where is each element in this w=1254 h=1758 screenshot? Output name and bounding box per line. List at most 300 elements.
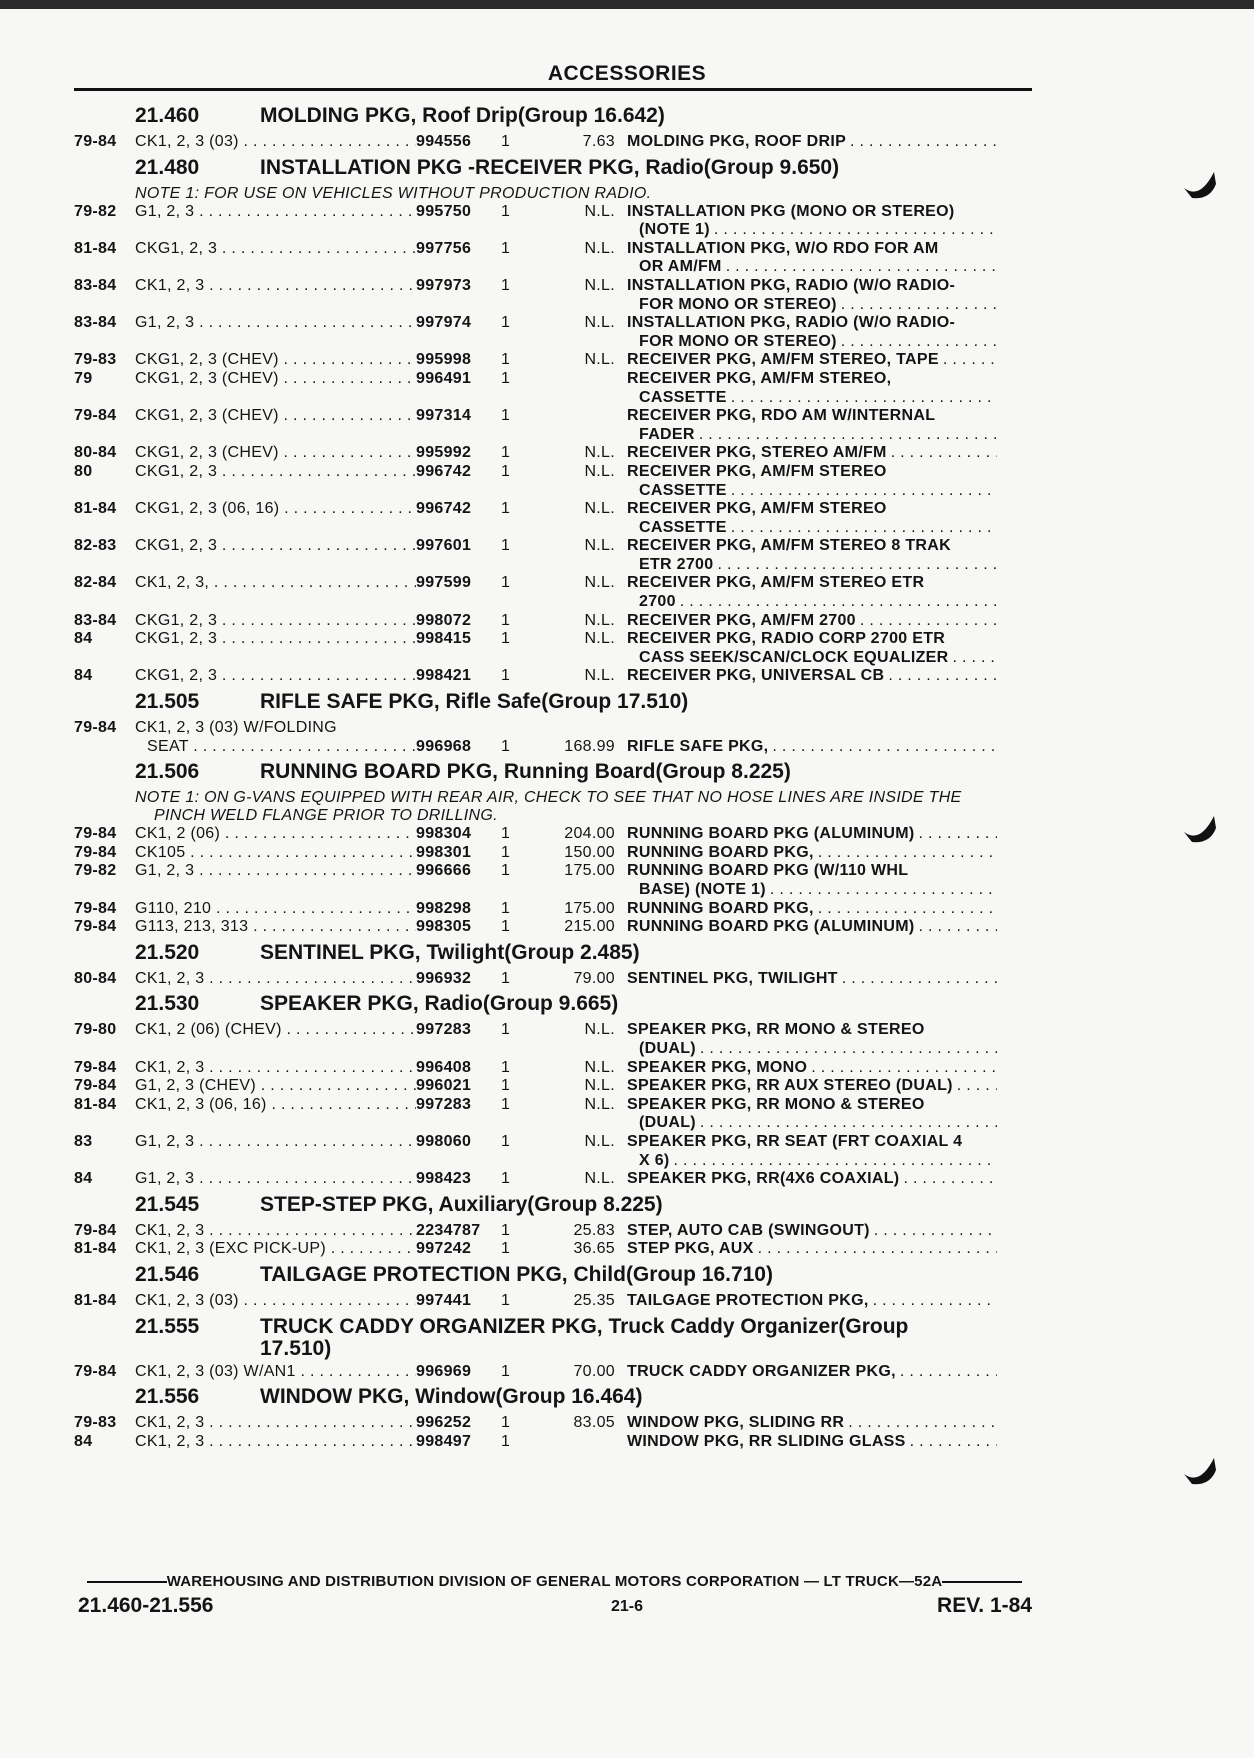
footer-page-number: 21-6: [610, 1598, 644, 1615]
parts-row: [74, 277, 1032, 314]
parts-row: [74, 1222, 1032, 1241]
price: [541, 407, 627, 444]
description-line: STEP, AUTO CAB (SWINGOUT): [627, 1221, 870, 1239]
parts-row: [74, 351, 1032, 370]
section-heading: [74, 1385, 1032, 1414]
description-line: RECEIVER PKG, AM/FM STEREO: [627, 500, 887, 518]
model-application: [135, 1077, 416, 1096]
description-line: RIFLE SAFE PKG,: [627, 737, 769, 755]
price: N.L.: [584, 1021, 615, 1039]
section-title-line: SPEAKER PKG, Radio(Group 9.665): [260, 992, 619, 1016]
description: [627, 825, 997, 844]
section-title-line: STEP-STEP PKG, Auxiliary(Group 8.225): [260, 1192, 663, 1216]
parts-row: [74, 1059, 1032, 1078]
price: N.L.: [584, 537, 615, 555]
part-number: 995750: [416, 202, 472, 220]
description-line: SPEAKER PKG, MONO: [627, 1058, 808, 1076]
description: [627, 1414, 997, 1433]
model-text: CKG1, 2, 3: [135, 239, 218, 257]
model-application: [135, 133, 416, 152]
model-application: [135, 667, 416, 686]
description-line: RECEIVER PKG, RDO AM W/INTERNAL: [627, 407, 936, 425]
model-years: 80: [74, 462, 93, 480]
part-number: 996408: [416, 1058, 472, 1076]
quantity: 1: [501, 314, 511, 332]
description: [627, 719, 997, 756]
description-line: CASSETTE: [639, 481, 727, 499]
section-title: [260, 761, 791, 783]
price: N.L.: [584, 611, 615, 629]
price: N.L.: [584, 667, 615, 685]
section-number: 21.555: [135, 1314, 200, 1338]
section-title-line: SENTINEL PKG, Twilight(Group 2.485): [260, 940, 640, 964]
part-number: 998415: [416, 630, 472, 648]
model-application: [135, 1240, 416, 1259]
part-number: 996932: [416, 969, 472, 987]
parts-row: [74, 918, 1032, 937]
quantity: 1: [501, 1221, 511, 1239]
model-text: CK1, 2, 3: [135, 969, 205, 987]
price: 70.00: [573, 1362, 615, 1380]
model-years: 79-83: [74, 1414, 117, 1432]
part-number: 998423: [416, 1170, 472, 1188]
part-number: 998060: [416, 1132, 472, 1150]
part-number: 997973: [416, 276, 472, 294]
description-line: ETR 2700: [639, 555, 714, 573]
model-text: G1, 2, 3: [135, 1170, 195, 1188]
model-years: 79-84: [74, 719, 117, 737]
model-years: 83: [74, 1132, 93, 1150]
model-years: 79-84: [74, 843, 117, 861]
description: [627, 1096, 997, 1133]
description: [627, 900, 997, 919]
description-line: RECEIVER PKG, AM/FM 2700: [627, 611, 856, 629]
model-years: 84: [74, 630, 93, 648]
description: [627, 630, 997, 667]
model-text: CK1, 2, 3 (03) W/FOLDING: [135, 719, 337, 737]
quantity: 1: [501, 1240, 511, 1258]
section-title-line: TRUCK CADDY ORGANIZER PKG, Truck Caddy Organizer(Group: [260, 1314, 909, 1338]
model-text: CK1, 2, 3: [135, 1058, 205, 1076]
part-number: 997283: [416, 1095, 472, 1113]
description: [627, 574, 997, 611]
parts-row: [74, 862, 1032, 899]
parts-row: [74, 1170, 1032, 1189]
model-text: CK1, 2, 3 (03): [135, 1291, 239, 1309]
description-line: SPEAKER PKG, RR MONO & STEREO: [627, 1021, 925, 1039]
quantity: 1: [501, 1291, 511, 1309]
part-number: 996021: [416, 1077, 472, 1095]
section-number: 21.556: [135, 1385, 200, 1409]
price: 168.99: [564, 737, 615, 755]
part-number: 998305: [416, 918, 472, 936]
quantity: 1: [501, 574, 511, 592]
section-title-line: MOLDING PKG, Roof Drip(Group 16.642): [260, 104, 665, 127]
description-line: RECEIVER PKG, AM/FM STEREO: [627, 462, 887, 480]
model-application: [135, 970, 416, 989]
parts-row: [74, 612, 1032, 631]
model-application: [135, 500, 416, 537]
model-application: [135, 1021, 416, 1058]
part-number: 998298: [416, 899, 472, 917]
part-number: 997756: [416, 239, 472, 257]
quantity: 1: [501, 1058, 511, 1076]
section-heading: [74, 104, 1032, 133]
model-text: CKG1, 2, 3 (CHEV): [135, 407, 279, 425]
model-application: [135, 918, 416, 937]
description: [627, 1363, 997, 1382]
price: 83.05: [573, 1414, 615, 1432]
section-number: 21.545: [135, 1192, 200, 1216]
section-heading: [74, 941, 1032, 970]
model-application: [135, 862, 416, 899]
section-heading: [74, 992, 1032, 1021]
parts-row: [74, 825, 1032, 844]
parts-row: [74, 203, 1032, 240]
model-years: 79-84: [74, 1221, 117, 1239]
section-number: 21.546: [135, 1262, 200, 1286]
description: [627, 240, 997, 277]
model-text: CK1, 2, 3 (03) W/AN1: [135, 1362, 296, 1380]
part-number: 2234787: [416, 1221, 481, 1239]
section-title-line: RUNNING BOARD PKG, Running Board(Group 8.225): [260, 760, 791, 784]
model-text: G1, 2, 3: [135, 202, 195, 220]
header-rule: [74, 88, 1032, 91]
part-number: 996491: [416, 369, 472, 387]
model-application: [135, 1292, 416, 1311]
parts-row: [74, 574, 1032, 611]
description: [627, 1077, 997, 1096]
parts-list: [74, 100, 1032, 1451]
parts-row: [74, 500, 1032, 537]
price: N.L.: [584, 351, 615, 369]
price: 25.35: [573, 1291, 615, 1309]
model-text: CK1, 2, 3: [135, 1432, 205, 1450]
model-text: CKG1, 2, 3: [135, 630, 218, 648]
price: 7.63: [582, 133, 615, 150]
footer-division: WAREHOUSING AND DISTRIBUTION DIVISION OF GENERAL MOTORS CORPORATION — LT TRUCK—52A: [78, 1573, 1031, 1590]
model-years: 80-84: [74, 969, 117, 987]
model-years: 79-84: [74, 1058, 117, 1076]
model-application: [135, 1096, 416, 1133]
model-years: 79-82: [74, 202, 117, 220]
model-application: [135, 1363, 416, 1382]
model-application: [135, 825, 416, 844]
model-application: [135, 240, 416, 277]
description-line: RECEIVER PKG, STEREO AM/FM: [627, 444, 887, 462]
model-text: SEAT: [147, 737, 189, 755]
part-number: 995992: [416, 444, 472, 462]
section-note: NOTE 1: ON G-VANS EQUIPPED WITH REAR AIR, CHECK TO SEE THAT NO HOSE LINES ARE INSIDE THE: [135, 789, 962, 807]
price: N.L.: [584, 1170, 615, 1188]
description: [627, 1059, 997, 1078]
price: N.L.: [584, 276, 615, 294]
description-line: RECEIVER PKG, AM/FM STEREO ETR: [627, 574, 925, 592]
description-line: INSTALLATION PKG, W/O RDO FOR AM: [627, 239, 939, 257]
section-number: 21.460: [135, 104, 200, 127]
quantity: 1: [501, 1170, 511, 1188]
model-text: CK1, 2, 3: [135, 1414, 205, 1432]
description-line: SPEAKER PKG, RR MONO & STEREO: [627, 1095, 925, 1113]
section-title-line: 17.510): [260, 1336, 332, 1360]
description-line: SENTINEL PKG, TWILIGHT: [627, 969, 838, 987]
quantity: 1: [501, 500, 511, 518]
price: N.L.: [584, 1132, 615, 1150]
parts-row: [74, 667, 1032, 686]
description-line: WINDOW PKG, RR SLIDING GLASS: [627, 1432, 906, 1450]
price: N.L.: [584, 574, 615, 592]
model-years: 81-84: [74, 1291, 117, 1309]
description-line: CASSETTE: [639, 388, 727, 406]
parts-row: [74, 1363, 1032, 1382]
model-text: G1, 2, 3: [135, 314, 195, 332]
section-title: [260, 1386, 642, 1408]
model-text: CK1, 2, 3,: [135, 574, 210, 592]
model-application: [135, 314, 416, 351]
description: [627, 844, 997, 863]
price: 25.83: [573, 1221, 615, 1239]
section-title-line: INSTALLATION PKG -RECEIVER PKG, Radio(Group 9.650): [260, 155, 840, 179]
model-text: CKG1, 2, 3: [135, 537, 218, 555]
model-years: 81-84: [74, 1095, 117, 1113]
description: [627, 314, 997, 351]
binder-hole-mark: [1180, 1450, 1218, 1488]
part-number: 998072: [416, 611, 472, 629]
model-application: [135, 370, 416, 407]
section-number: 21.506: [135, 760, 200, 784]
model-years: 81-84: [74, 239, 117, 257]
quantity: 1: [501, 611, 511, 629]
description-line: FADER: [639, 425, 695, 443]
parts-row: [74, 370, 1032, 407]
price: N.L.: [584, 462, 615, 480]
model-text: CK105: [135, 843, 186, 861]
description: [627, 1021, 997, 1058]
description: [627, 970, 997, 989]
description: [627, 407, 997, 444]
price: 79.00: [573, 969, 615, 987]
parts-row: [74, 314, 1032, 351]
quantity: 1: [501, 407, 511, 425]
parts-row: [74, 133, 1032, 152]
description-line: RECEIVER PKG, AM/FM STEREO, TAPE: [627, 351, 939, 369]
part-number: 998304: [416, 825, 472, 843]
parts-row: [74, 900, 1032, 919]
section-title: [260, 1194, 663, 1216]
part-number: 996252: [416, 1414, 472, 1432]
part-number: 997242: [416, 1240, 472, 1258]
description-line: RUNNING BOARD PKG,: [627, 899, 814, 917]
parts-row: [74, 1096, 1032, 1133]
description-line: INSTALLATION PKG (MONO OR STEREO): [627, 202, 955, 220]
parts-row: [74, 719, 1032, 756]
price: 175.00: [564, 862, 615, 880]
price: [541, 370, 627, 407]
price: N.L.: [584, 202, 615, 220]
model-years: 82-83: [74, 537, 117, 555]
parts-row: [74, 407, 1032, 444]
part-number: 995998: [416, 351, 472, 369]
price: N.L.: [584, 444, 615, 462]
description: [627, 500, 997, 537]
quantity: 1: [501, 1077, 511, 1095]
quantity: 1: [501, 1432, 511, 1450]
part-number: 997974: [416, 314, 472, 332]
price: N.L.: [584, 1077, 615, 1095]
quantity: 1: [501, 899, 511, 917]
model-years: 82-84: [74, 574, 117, 592]
model-text: CKG1, 2, 3 (CHEV): [135, 369, 279, 387]
model-application: [135, 1414, 416, 1433]
quantity: 1: [501, 1362, 511, 1380]
model-years: 83-84: [74, 611, 117, 629]
model-years: 80-84: [74, 444, 117, 462]
model-application: [135, 351, 416, 370]
section-number: 21.520: [135, 940, 200, 964]
part-number: 996666: [416, 862, 472, 880]
model-text: CKG1, 2, 3 (CHEV): [135, 444, 279, 462]
description-line: SPEAKER PKG, RR SEAT (FRT COAXIAL 4: [627, 1132, 963, 1150]
footer-revision: REV. 1-84: [937, 1594, 1032, 1617]
description-line: RECEIVER PKG, RADIO CORP 2700 ETR: [627, 630, 946, 648]
part-number: 997599: [416, 574, 472, 592]
model-years: 83-84: [74, 276, 117, 294]
description-line: FOR MONO OR STEREO): [639, 332, 837, 350]
parts-row: [74, 1414, 1032, 1433]
description: [627, 918, 997, 937]
model-application: [135, 844, 416, 863]
description: [627, 537, 997, 574]
model-years: 81-84: [74, 500, 117, 518]
description-line: TAILGAGE PROTECTION PKG,: [627, 1291, 869, 1309]
model-application: [135, 203, 416, 240]
description: [627, 1433, 997, 1452]
section-heading: [74, 1263, 1032, 1292]
parts-row: [74, 1292, 1032, 1311]
section-heading: [74, 1315, 1032, 1363]
price: N.L.: [584, 1095, 615, 1113]
description: [627, 1133, 997, 1170]
section-title: [260, 157, 839, 179]
section-title: [260, 942, 640, 964]
quantity: 1: [501, 537, 511, 555]
part-number: 994556: [416, 133, 472, 150]
model-years: 79-83: [74, 351, 117, 369]
section-heading: [74, 1193, 1032, 1222]
section-number: 21.480: [135, 155, 200, 179]
model-text: G1, 2, 3: [135, 1132, 195, 1150]
model-application: [135, 463, 416, 500]
part-number: 996742: [416, 500, 472, 518]
description-line: MOLDING PKG, ROOF DRIP: [627, 133, 847, 150]
model-years: 81-84: [74, 1240, 117, 1258]
description: [627, 351, 997, 370]
quantity: 1: [501, 918, 511, 936]
description-line: CASSETTE: [639, 518, 727, 536]
model-years: 79-84: [74, 133, 117, 150]
quantity: 1: [501, 737, 511, 755]
model-years: 79-82: [74, 862, 117, 880]
section-title-line: WINDOW PKG, Window(Group 16.464): [260, 1385, 643, 1409]
model-years: 84: [74, 667, 93, 685]
part-number: 996969: [416, 1362, 472, 1380]
model-application: [135, 1059, 416, 1078]
description-line: CASS SEEK/SCAN/CLOCK EQUALIZER: [639, 648, 949, 666]
quantity: 1: [501, 133, 511, 150]
binder-hole-mark: [1180, 808, 1218, 846]
description-line: (DUAL): [639, 1039, 696, 1057]
description: [627, 444, 997, 463]
model-text: G113, 213, 313: [135, 918, 249, 936]
quantity: 1: [501, 969, 511, 987]
description: [627, 463, 997, 500]
price: 175.00: [564, 899, 615, 917]
part-number: 997283: [416, 1021, 472, 1039]
quantity: 1: [501, 202, 511, 220]
model-text: CK1, 2, 3 (03): [135, 133, 239, 150]
description: [627, 203, 997, 240]
section-title: [260, 105, 665, 127]
parts-row: [74, 1021, 1032, 1058]
section-note: NOTE 1: FOR USE ON VEHICLES WITHOUT PRODUCTION RADIO.: [135, 184, 652, 202]
description-line: RECEIVER PKG, AM/FM STEREO 8 TRAK: [627, 537, 952, 555]
quantity: 1: [501, 630, 511, 648]
model-years: 79-84: [74, 899, 117, 917]
description-line: TRUCK CADDY ORGANIZER PKG,: [627, 1362, 896, 1380]
model-years: 79: [74, 369, 93, 387]
section-title: [260, 993, 618, 1015]
scan-top-edge: [0, 0, 1254, 9]
model-years: 79-84: [74, 825, 117, 843]
description: [627, 370, 997, 407]
description-line: INSTALLATION PKG, RADIO (W/O RADIO-: [627, 276, 956, 294]
parts-row: [74, 1240, 1032, 1259]
quantity: 1: [501, 825, 511, 843]
model-years: 84: [74, 1432, 93, 1450]
model-application: [135, 900, 416, 919]
model-application: [135, 277, 416, 314]
model-application: [135, 612, 416, 631]
quantity: 1: [501, 369, 511, 387]
description-line: X 6): [639, 1151, 670, 1169]
parts-row: [74, 630, 1032, 667]
section-heading: [74, 156, 1032, 185]
quantity: 1: [501, 444, 511, 462]
part-number: 998421: [416, 667, 472, 685]
page-title: ACCESSORIES: [547, 62, 707, 85]
price: N.L.: [584, 239, 615, 257]
price: N.L.: [584, 500, 615, 518]
parts-row: [74, 1133, 1032, 1170]
model-text: CKG1, 2, 3 (CHEV): [135, 351, 279, 369]
description: [627, 1240, 997, 1259]
parts-row: [74, 1077, 1032, 1096]
model-application: [135, 407, 416, 444]
model-text: CKG1, 2, 3: [135, 462, 218, 480]
model-text: CK1, 2, 3: [135, 276, 205, 294]
parts-row: [74, 463, 1032, 500]
model-years: 79-84: [74, 1362, 117, 1380]
section-heading: [74, 760, 1032, 789]
description: [627, 277, 997, 314]
model-text: CK1, 2, 3 (EXC PICK-UP): [135, 1240, 326, 1258]
model-years: 84: [74, 1170, 93, 1188]
section-heading: [74, 690, 1032, 719]
quantity: 1: [501, 276, 511, 294]
parts-row: [74, 970, 1032, 989]
description-line: RECEIVER PKG, AM/FM STEREO,: [627, 369, 892, 387]
binder-hole-mark: [1180, 164, 1218, 202]
